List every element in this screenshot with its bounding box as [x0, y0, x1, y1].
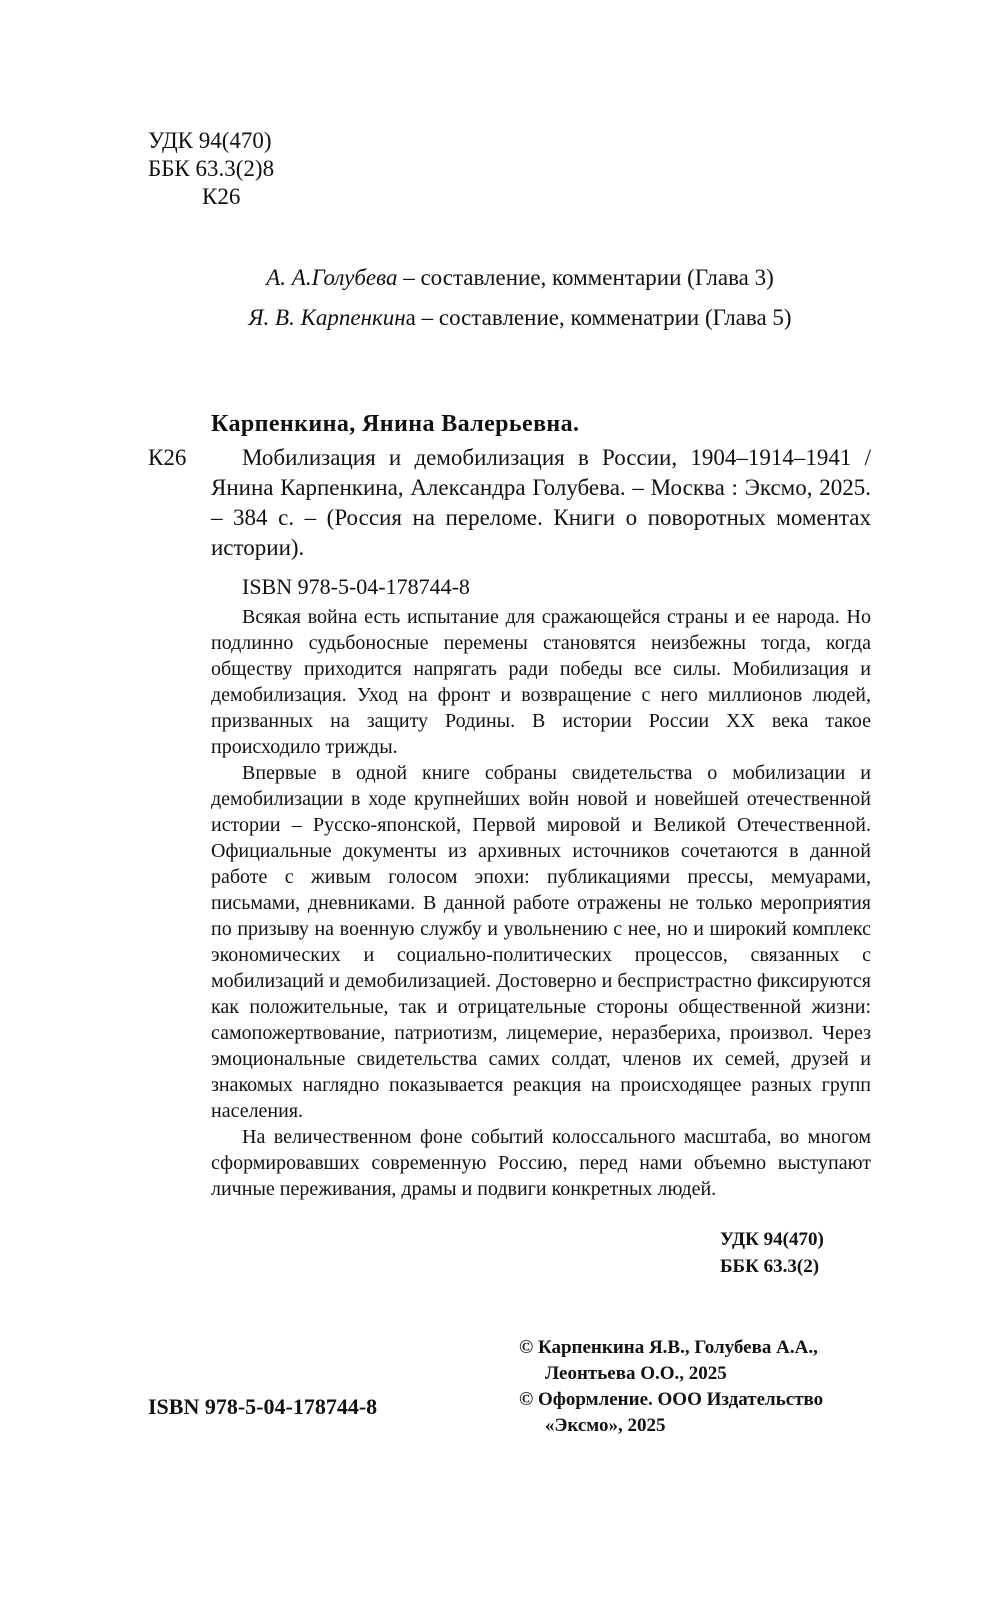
- annotation-paragraph: На величественном фоне событий колоссального масштаба, во многом сформировавших современную Россию, перед нами объемно выступают личные переживания, драмы и подвиги конкретных людей.: [211, 1126, 871, 1200]
- footer-udk: УДК 94(470): [720, 1229, 824, 1250]
- copyright-authors: © Карпенкина Я.В., Голубева А.А., Леонтьева О.О., 2025: [519, 1337, 818, 1384]
- compiler-line: [200, 298, 840, 338]
- copyright-design: © Оформление. ООО Издательство «Эксмо», 2025: [519, 1389, 824, 1436]
- compiler-name: Я. В. Карпенкин: [248, 305, 406, 330]
- compiler-role: а – составление, комменатрии (Глава 5): [405, 305, 792, 330]
- bibliographic-description: [211, 443, 871, 563]
- description-text: Мобилизация и демобилизация в России, 1904–1914–1941 / Янина Карпенкина, Александра Голубева. – Москва : Эксмо, 2025. – 384 с. – (Россия на переломе. Книги о поворотных моментах истории).: [211, 445, 871, 560]
- compiler-line: [200, 258, 840, 298]
- footer-bbk: ББК 63.3(2): [720, 1256, 820, 1277]
- compiler-name: А. А.Голубева: [266, 265, 398, 290]
- annotation-paragraph: Всякая война есть испытание для сражающейся страны и ее народа. Но подлинно судьбоносные перемены становятся неизбежны тогда, когда обществу приходится напрягать ради победы все силы. Мобилизация и демобилизация. Уход на фронт и возвращение с него миллионов людей, призванных на защиту Родины. В истории России XX века такое происходило трижды.: [211, 606, 871, 758]
- annotation-paragraph: Впервые в одной книге собраны свидетельства о мобилизации и демобилизации в ходе крупнейших войн новой и новейшей отечественной истории – Русско-японской, Первой мировой и Великой Отечественной. Официальные документы из архивных источников сочетаются в данной работе с живым голосом эпохи: публикациями прессы, мемуарами, письмами, дневниками. В данной работе отражены не только мероприятия по призыву на военную службу и увольнению с нее, но и широкий комплекс экономических и социально-политических процессов, связанных с мобилизаций и демобилизацией. Достоверно и беспристрастно фиксируются как положительные, так и отрицательные стороны общественной жизни: самопожертвование, патриотизм, лицемерие, неразбериха, произвол. Через эмоциональные свидетельства самих солдат, членов их семей, друзей и знакомых наглядно показывается реакция на происходящее разных групп населения.: [211, 762, 871, 1122]
- compilers-block: [200, 258, 840, 338]
- compiler-role: – составление, комментарии (Глава 3): [397, 265, 774, 290]
- udk-code: УДК 94(470): [148, 128, 272, 153]
- copyright-block: [519, 1335, 879, 1439]
- isbn-bottom: ISBN 978-5-04-178744-8: [148, 1394, 378, 1419]
- isbn-line: ISBN 978-5-04-178744-8: [242, 574, 470, 599]
- bbk-code: ББК 63.3(2)8: [148, 156, 275, 181]
- author-sign: К26: [202, 184, 241, 209]
- bibliographic-sign: К26: [148, 445, 187, 470]
- book-author: Карпенкина, Янина Валерьевна.: [211, 411, 580, 437]
- footer-classification: [720, 1226, 870, 1280]
- annotation: [211, 604, 871, 1202]
